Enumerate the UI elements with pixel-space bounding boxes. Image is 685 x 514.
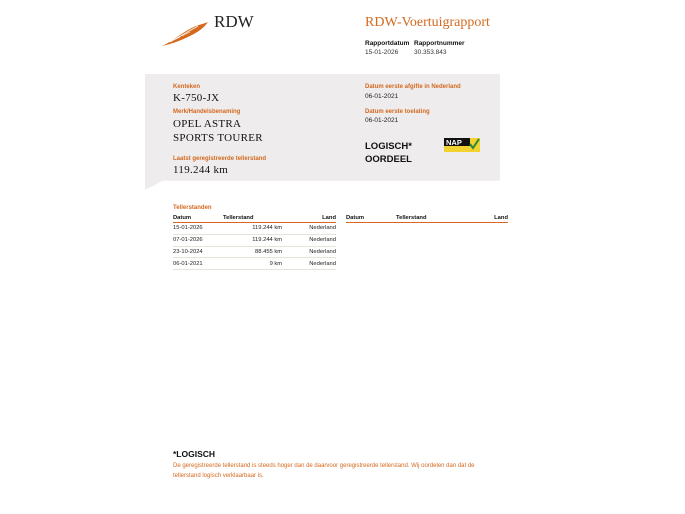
row-country: Nederland xyxy=(286,234,336,246)
verdict-line1: LOGISCH* xyxy=(365,141,412,152)
table-row xyxy=(173,258,336,270)
row-reading: 119.244 km xyxy=(223,223,286,235)
first-nl-value: 06-01-2021 xyxy=(365,93,399,100)
row-reading: 119.244 km xyxy=(223,234,286,246)
rdw-logo-icon xyxy=(160,20,210,50)
brand-name: RDW xyxy=(214,12,254,31)
last-reading-value: 119.244 km xyxy=(173,164,229,176)
row-date: 07-01-2026 xyxy=(173,234,223,246)
odometer-section-title: Tellerstanden xyxy=(173,205,212,211)
row-date: 06-01-2021 xyxy=(173,258,223,270)
plate-label: Kenteken xyxy=(173,84,201,90)
first-admit-value: 06-01-2021 xyxy=(365,117,399,124)
col-date: Datum xyxy=(346,214,396,223)
last-reading-label: Laatst geregistreerde tellerstand xyxy=(173,156,267,162)
make-label: Merk/Handelsbenaming xyxy=(173,109,241,115)
col-country: Land xyxy=(473,214,508,223)
row-country: Nederland xyxy=(286,223,336,235)
verdict-line2: OORDEEL xyxy=(365,154,412,165)
first-nl-label: Datum eerste afgifte in Nederland xyxy=(365,84,461,90)
make-value-line2: SPORTS TOURER xyxy=(173,132,263,144)
document-title: RDW-Voertuigrapport xyxy=(365,15,490,30)
row-reading: 88.455 km xyxy=(223,246,286,258)
col-reading: Tellerstand xyxy=(396,214,473,223)
row-country: Nederland xyxy=(286,258,336,270)
report-date: 15-01-2026 xyxy=(365,49,399,56)
col-country: Land xyxy=(286,214,336,223)
report-number-label: Rapportnummer xyxy=(414,40,465,47)
make-value-line1: OPEL ASTRA xyxy=(173,118,242,130)
row-reading: 9 km xyxy=(223,258,286,270)
verdict xyxy=(365,140,412,166)
row-date: 23-10-2024 xyxy=(173,246,223,258)
row-date: 15-01-2026 xyxy=(173,223,223,235)
table-row xyxy=(173,234,336,246)
table-row xyxy=(173,223,336,235)
odometer-table-left xyxy=(173,214,336,270)
col-date: Datum xyxy=(173,214,223,223)
odometer-table-right xyxy=(346,214,508,223)
col-reading: Tellerstand xyxy=(223,214,286,223)
footer-title: *LOGISCH xyxy=(173,449,216,459)
row-country: Nederland xyxy=(286,246,336,258)
report-number: 30.353.843 xyxy=(414,49,447,56)
table-row xyxy=(173,246,336,258)
nap-logo-icon xyxy=(444,138,480,152)
footer-text: De geregistreerde tellerstand is steeds hoger dan de daarvoor geregistreerde tellerstand. Wij oordelen dan dat de tellerstand logisch verklaarbaar is. xyxy=(173,463,475,479)
report-date-label: Rapportdatum xyxy=(365,40,410,47)
plate-value: K-750-JX xyxy=(173,92,220,104)
first-admit-label: Datum eerste toelating xyxy=(365,109,430,115)
nap-logo-text: NAP xyxy=(446,138,462,147)
